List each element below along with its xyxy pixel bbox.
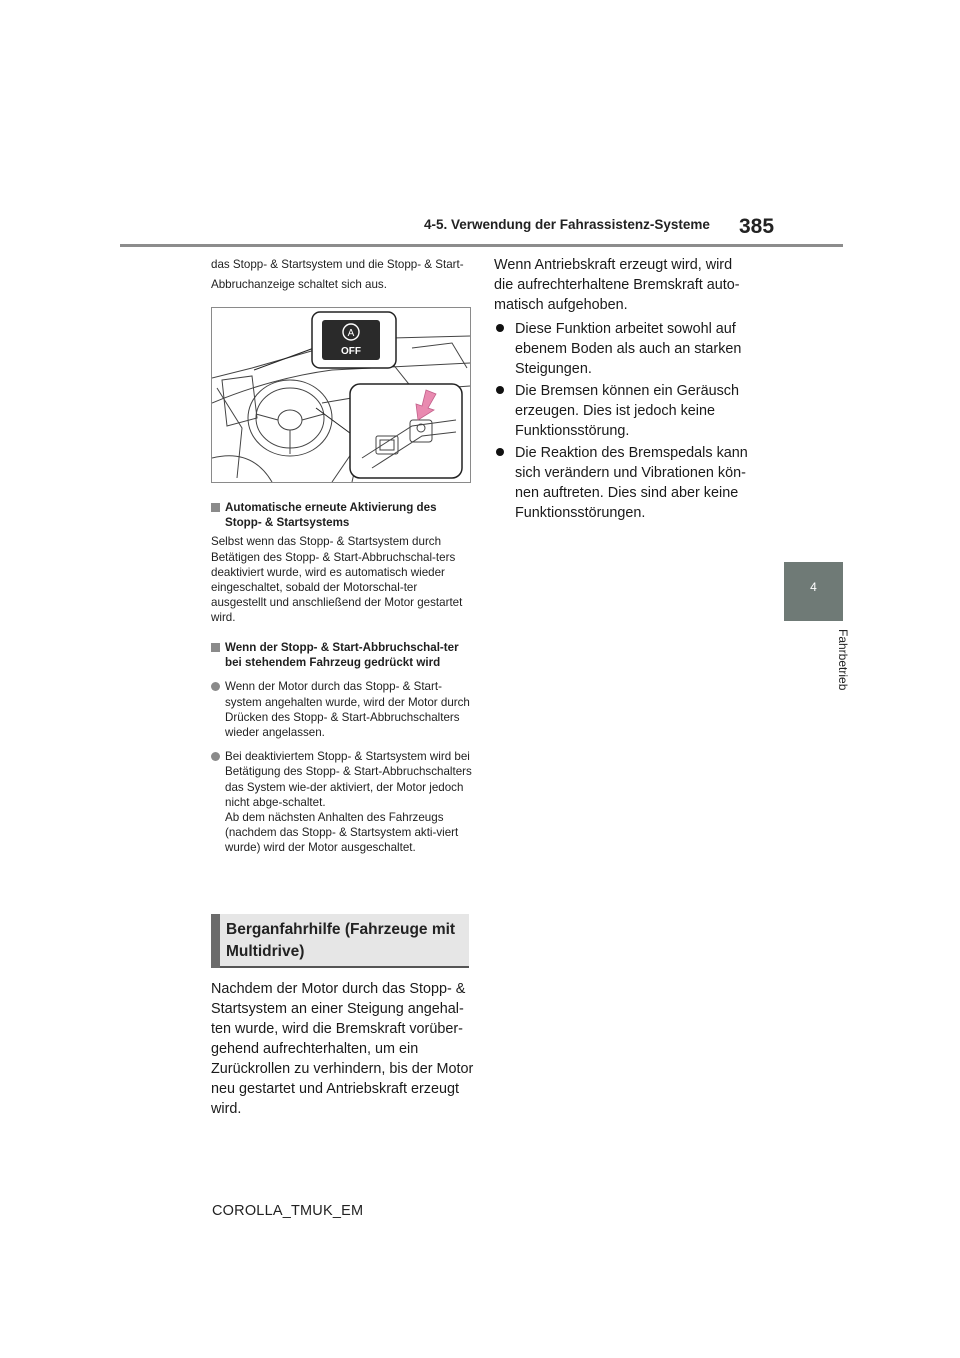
button-symbol: A [347, 328, 355, 339]
chapter-number: 4 [810, 580, 817, 594]
note-text: Selbst wenn das Stopp- & Startsystem durch Betätigen des Stopp- & Start-Abbruchschal-ters deaktiviert wurde, wird es automatisch wieder eingeschaltet, sobald der Motorschal-ter ausgestellt und anschließend der Motor gestartet wird. [211, 535, 463, 625]
chapter-label: Fahrbetrieb [836, 629, 850, 691]
dashboard-drawing [212, 308, 470, 482]
header-rule [120, 244, 843, 247]
square-bullet-icon [211, 503, 220, 512]
list-item: Die Bremsen können ein Geräusch erzeugen. Dies ist jedoch keine Funktionsstörung. [494, 381, 749, 441]
round-bullet-icon [496, 386, 504, 394]
button-label: OFF [341, 346, 361, 357]
note-auto-reactivation [211, 500, 473, 626]
list-item: Bei deaktiviertem Stopp- & Startsystem wird bei Betätigung des Stopp- & Start-Abbruchschalters das System wie-der aktiviert, der Motor jedoch nicht abge-schaltet. Ab dem nächsten Anhalten des Fahrzeugs (nachdem das Stopp- & Startsystem akti-viert wurde) wird der Motor ausgeschaltet. [211, 749, 473, 855]
section-banner [211, 914, 469, 968]
right-intro: Wenn Antriebskraft erzeugt wird, wird die aufrechterhaltene Bremskraft auto-matisch aufgehoben. [494, 257, 740, 313]
intro-text: das Stopp- & Startsystem und die Stopp- & Start-Abbruchanzeige schaltet sich aus. [211, 258, 464, 291]
note-button-pressed [211, 640, 473, 856]
section-text: Nachdem der Motor durch das Stopp- & Startsystem an einer Steigung angehal-ten wurde, wird die Bremskraft vorüber-gehend aufrechterhalten, um ein Zurückrollen zu verhindern, bis der Motor neu gestartet und Antriebskraft erzeugt wird. [211, 981, 474, 1117]
note-heading: Wenn der Stopp- & Start-Abbruchschal-ter bei stehendem Fahrzeug gedrückt wird [211, 640, 473, 670]
round-bullet-icon [496, 448, 504, 456]
right-column [494, 255, 749, 525]
page-number: 385 [739, 215, 775, 238]
document-code: COROLLA_TMUK_EM [212, 1203, 364, 1219]
list-item: Wenn der Motor durch das Stopp- & Start-system angehalten wurde, wird der Motor durch Drücken des Stopp- & Start-Abbruchschalters wieder angelassen. [211, 679, 473, 740]
round-bullet-icon [211, 682, 220, 691]
square-bullet-icon [211, 643, 220, 652]
section-heading: Berganfahrhilfe (Fahrzeuge mit Multidrive) [226, 921, 456, 960]
note-heading: Automatische erneute Aktivierung des Stopp- & Startsystems [211, 500, 473, 530]
list-item: Diese Funktion arbeitet sowohl auf ebenem Boden als auch an starken Steigungen. [494, 319, 749, 379]
section-title: 4-5. Verwendung der Fahrassistenz-Systeme [424, 217, 710, 232]
dashboard-illustration [211, 307, 471, 483]
round-bullet-icon [496, 324, 504, 332]
round-bullet-icon [211, 752, 220, 761]
list-item: Die Reaktion des Bremspedals kann sich verändern und Vibrationen kön-nen auftreten. Dies sind aber keine Funktionsstörungen. [494, 443, 749, 523]
banner-accent [211, 914, 220, 968]
